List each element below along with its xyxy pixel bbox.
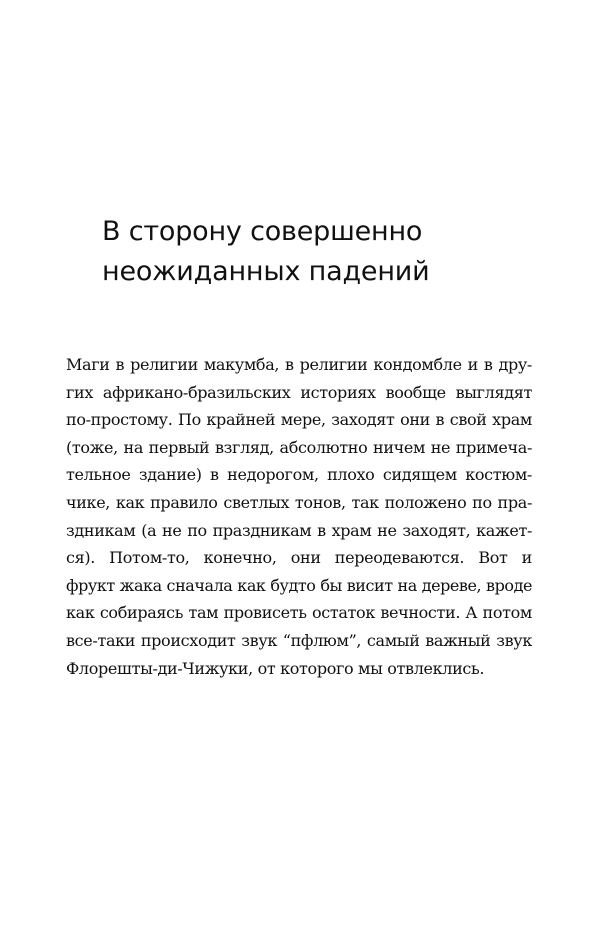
paragraph-line: по-простому. По крайней мере, заходят они в свой храм bbox=[66, 410, 532, 430]
paragraph-line: все-таки происходит звук “пфлюм”, самый важный звук bbox=[66, 630, 532, 650]
chapter-title-line: В сторону совершенно bbox=[102, 216, 423, 247]
paragraph-line: Флорешты-ди-Чижуки, от которого мы отвлеклись. bbox=[66, 658, 485, 678]
paragraph-line: гих африкано-бразильских историях вообще выглядят bbox=[66, 382, 532, 402]
paragraph-line: тельное здание) в недорогом, плохо сидящем костюм- bbox=[66, 465, 532, 485]
paragraph-line: фрукт жака сначала как будто бы висит на дереве, вроде bbox=[66, 575, 532, 595]
paragraph-line: здникам (а не по праздникам в храм не заходят, кажет- bbox=[66, 520, 532, 540]
paragraph-line: как собираясь там провисеть остаток вечности. А потом bbox=[66, 603, 532, 623]
paragraph-line: (тоже, на первый взгляд, абсолютно ничем не примеча- bbox=[66, 437, 532, 457]
body-paragraph bbox=[66, 351, 532, 682]
chapter-title bbox=[102, 212, 542, 292]
paragraph-line: чике, как правило светлых тонов, так положено по пра- bbox=[66, 492, 532, 512]
paragraph-line: Маги в религии макумба, в религии кондомбле и в дру- bbox=[66, 355, 532, 374]
paragraph-line: ся). Потом-то, конечно, они переодеваются. Вот и bbox=[66, 548, 532, 568]
chapter-title-line: неожиданных падений bbox=[102, 256, 430, 287]
